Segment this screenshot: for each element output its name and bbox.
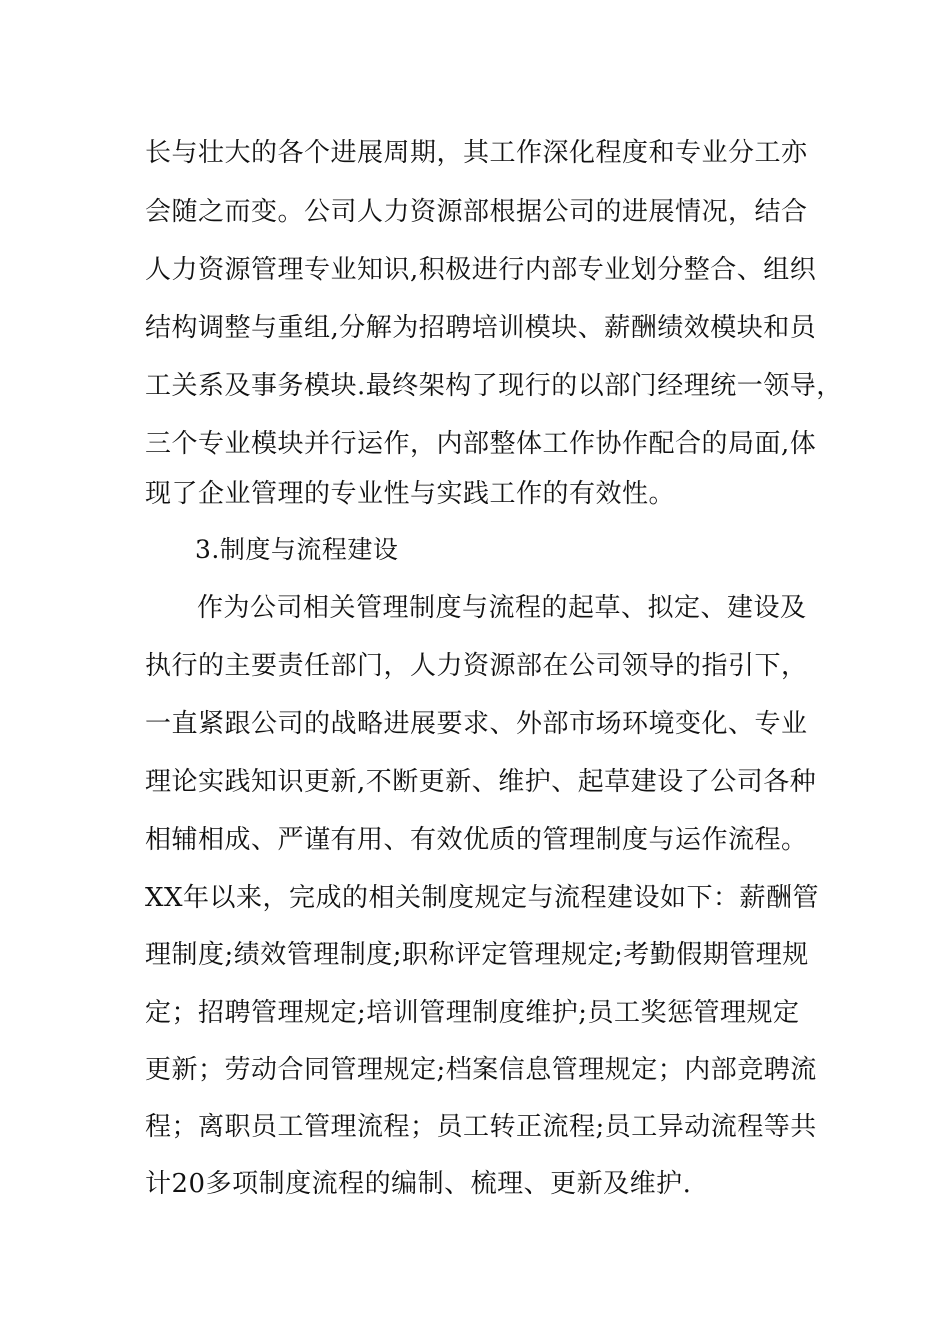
body-text-line: 理论实践知识更新,不断更新、维护、起草建设了公司各种 xyxy=(145,767,817,797)
paragraph-first-line: 作为公司相关管理制度与流程的起草、拟定、建设及 xyxy=(197,593,807,623)
body-text-line: 一直紧跟公司的战略进展要求、外部市场环境变化、专业 xyxy=(145,709,808,739)
body-text-line: 三个专业模块并行运作，内部整体工作协作配合的局面,体 xyxy=(145,429,817,459)
body-text-line: 定；招聘管理规定;培训管理制度维护;员工奖惩管理规定 xyxy=(145,998,800,1028)
body-text-line: 工关系及事务模块.最终架构了现行的以部门经理统一领导， xyxy=(145,371,843,401)
body-text-line: 程；离职员工管理流程；员工转正流程;员工异动流程等共 xyxy=(145,1112,817,1142)
body-text-line: 结构调整与重组,分解为招聘培训模块、薪酬绩效模块和员 xyxy=(145,313,817,343)
body-text-line: 理制度;绩效管理制度;职称评定管理规定;考勤假期管理规 xyxy=(145,940,809,970)
body-text-line: 计20多项制度流程的编制、梳理、更新及维护. xyxy=(145,1169,692,1199)
body-text-line: 更新；劳动合同管理规定;档案信息管理规定；内部竞聘流 xyxy=(145,1055,817,1085)
section-heading: 3.制度与流程建设 xyxy=(195,535,399,564)
body-text-line: 现了企业管理的专业性与实践工作的有效性。 xyxy=(145,479,676,509)
body-text-line: XX年以来，完成的相关制度规定与流程建设如下：薪酬管 xyxy=(145,883,820,913)
body-text-line: 执行的主要责任部门，人力资源部在公司领导的指引下， xyxy=(145,651,808,681)
body-text-line: 人力资源管理专业知识,积极进行内部专业划分整合、组织 xyxy=(145,255,817,285)
body-text-line: 会随之而变。公司人力资源部根据公司的进展情况，结合 xyxy=(145,197,808,227)
body-text-line: 相辅相成、严谨有用、有效优质的管理制度与运作流程。 xyxy=(145,825,808,855)
body-text-line: 长与壮大的各个进展周期，其工作深化程度和专业分工亦 xyxy=(145,138,808,168)
